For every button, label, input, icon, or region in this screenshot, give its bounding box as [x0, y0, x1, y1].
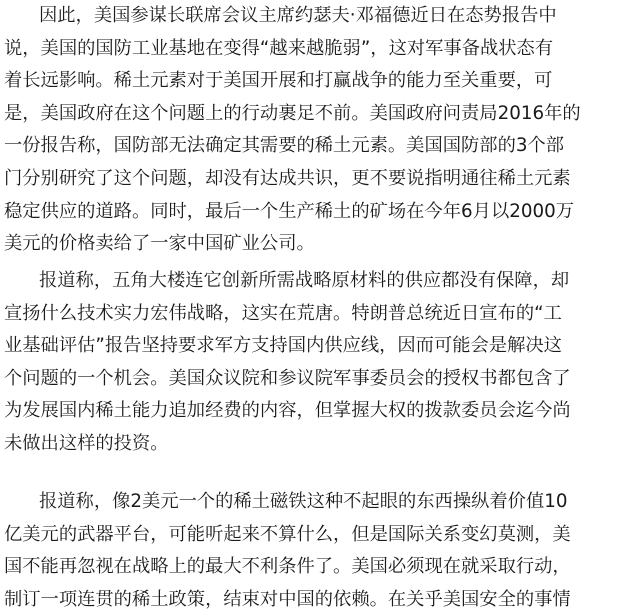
text-line: 说，美国的国防工业基地在变得“越来越脆弱”，这对军事备战状态有 [4, 37, 554, 59]
text-line: 业基础评估”报告坚持要求军方支持国内供应线，因而可能会是解决这 [4, 335, 562, 357]
text-line: 报道称，像2美元一个的稀土磁铁这种不起眼的东西操纵着价值10 [39, 491, 568, 512]
text-line: 未做出这样的投资。 [4, 432, 169, 454]
paragraph [0, 0, 581, 261]
text-line: 宣扬什么技术实力宏伟战略，这实在荒唐。特朗普总统近日宣布的“工 [4, 302, 562, 324]
text-line: 个问题的一个机会。美国众议院和参议院军事委员会的授权书都包含了 [4, 367, 571, 389]
text-line: 着长远影响。稀土元素对于美国开展和打赢战争的能力至关重要，可 [4, 70, 553, 92]
paragraph [0, 265, 571, 461]
text-line: 报道称，五角大楼连它创新所需战略原材料的供应都没有保障，却 [39, 270, 570, 291]
text-line: 稳定供应的道路。同时，最后一个生产稀土的矿场在今年6月以2000万 [4, 200, 575, 222]
text-line: 门分别研究了这个问题，却没有达成共识，更不要说指明通往稀土元素 [4, 167, 571, 189]
text-line: 为发展国内稀土能力追加经费的内容，但掌握大权的拨款委员会迄今尚 [4, 400, 571, 422]
text-line: 制订一项连贯的稀土政策，结束对中国的依赖。在关乎美国安全的事情 [4, 588, 571, 610]
text-line: 亿美元的武器平台，可能听起来不算什么，但是国际关系变幻莫测，美 [4, 523, 571, 545]
text-line: 国不能再忽视在战略上的最大不利条件了。美国必须现在就采取行动， [4, 556, 571, 578]
text-line: 美元的价格卖给了一家中国矿业公司。 [4, 233, 315, 255]
text-line: 一份报告称，国防部无法确定其需要的稀土元素。美国国防部的3个部 [4, 135, 565, 157]
text-line: 因此，美国参谋长联席会议主席约瑟夫·邓福德近日在态势报告中 [39, 5, 557, 26]
text-line: 是，美国政府在这个问题上的行动裹足不前。美国政府问责局2016年的 [4, 102, 581, 124]
paragraph [0, 486, 571, 616]
